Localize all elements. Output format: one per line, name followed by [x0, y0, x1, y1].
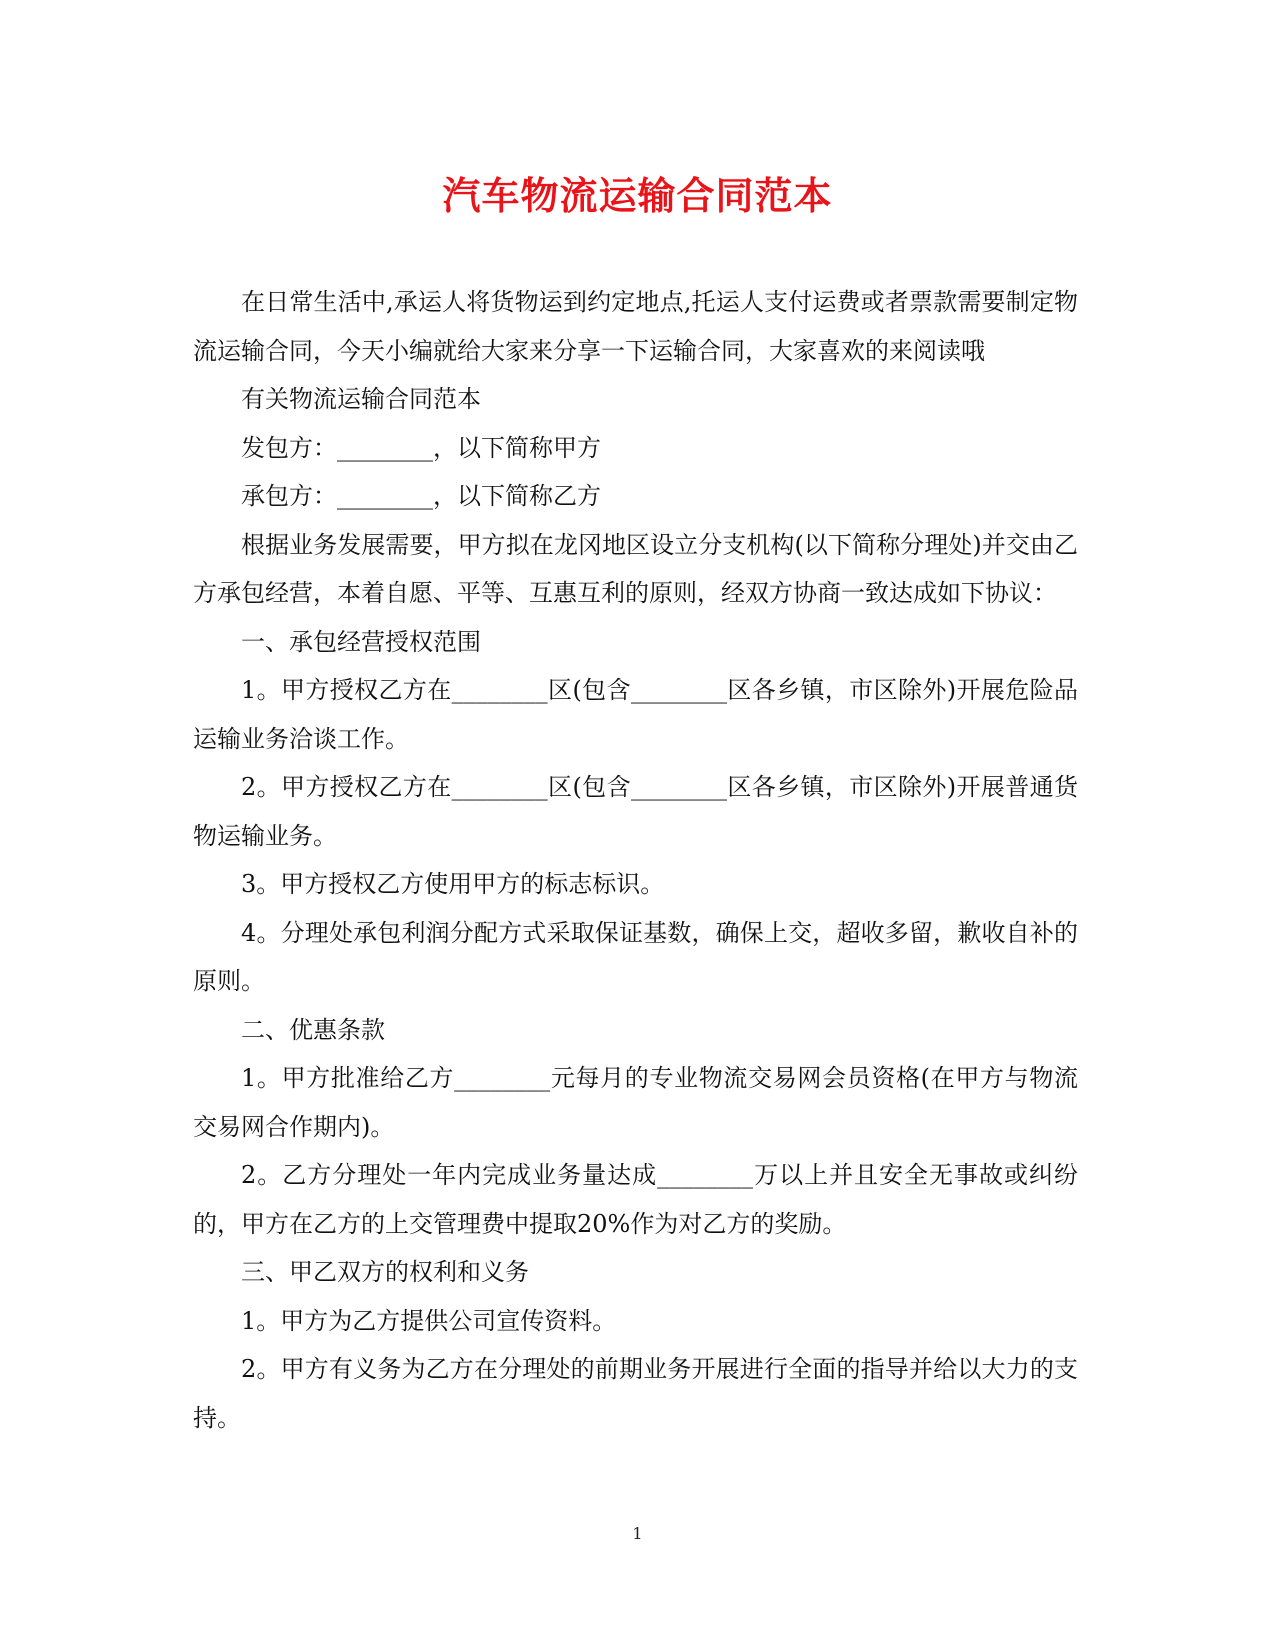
clause-1-2: 2。甲方授权乙方在________区(包含________区各乡镇，市区除外)开展普通货物运输业务。	[193, 773, 1078, 850]
clause-3-2: 2。甲方有义务为乙方在分理处的前期业务开展进行全面的指导并给以大力的支持。	[193, 1355, 1078, 1432]
clause-1-4: 4。分理处承包利润分配方式采取保证基数，确保上交，超收多留，歉收自补的原则。	[193, 918, 1078, 995]
paragraph-subtitle: 有关物流运输合同范本	[241, 385, 481, 413]
clause-3-1: 1。甲方为乙方提供公司宣传资料。	[241, 1306, 617, 1335]
clause-1-3: 3。甲方授权乙方使用甲方的标志标识。	[241, 870, 665, 898]
section-heading-2: 二、优惠条款	[241, 1015, 385, 1044]
section-heading-3: 三、甲乙双方的权利和义务	[241, 1258, 529, 1286]
document-title: 汽车物流运输合同范本	[442, 173, 833, 218]
paragraph-party-b: 承包方：________，以下简称乙方	[241, 482, 601, 510]
paragraph-party-a: 发包方：________，以下简称甲方	[241, 433, 601, 462]
section-heading-1: 一、承包经营授权范围	[241, 627, 481, 656]
paragraph-intro: 在日常生活中,承运人将货物运到约定地点,托运人支付运费或者票款需要制定物流运输合同，今天小编就给大家来分享一下运输合同，大家喜欢的来阅读哦	[193, 288, 1078, 365]
document-body	[193, 278, 1078, 1442]
clause-1-1: 1。甲方授权乙方在________区(包含________区各乡镇，市区除外)开展危险品运输业务洽谈工作。	[193, 676, 1078, 753]
clause-2-2: 2。乙方分理处一年内完成业务量达成________万以上并且安全无事故或纠纷的，甲方在乙方的上交管理费中提取20%作为对乙方的奖励。	[193, 1161, 1078, 1238]
paragraph-preamble: 根据业务发展需要，甲方拟在龙冈地区设立分支机构(以下简称分理处)并交由乙方承包经营，本着自愿、平等、互惠互利的原则，经双方协商一致达成如下协议：	[193, 530, 1078, 607]
clause-2-1: 1。甲方批准给乙方________元每月的专业物流交易网会员资格(在甲方与物流交易网合作期内)。	[193, 1064, 1078, 1141]
page-number: 1	[632, 1524, 643, 1543]
